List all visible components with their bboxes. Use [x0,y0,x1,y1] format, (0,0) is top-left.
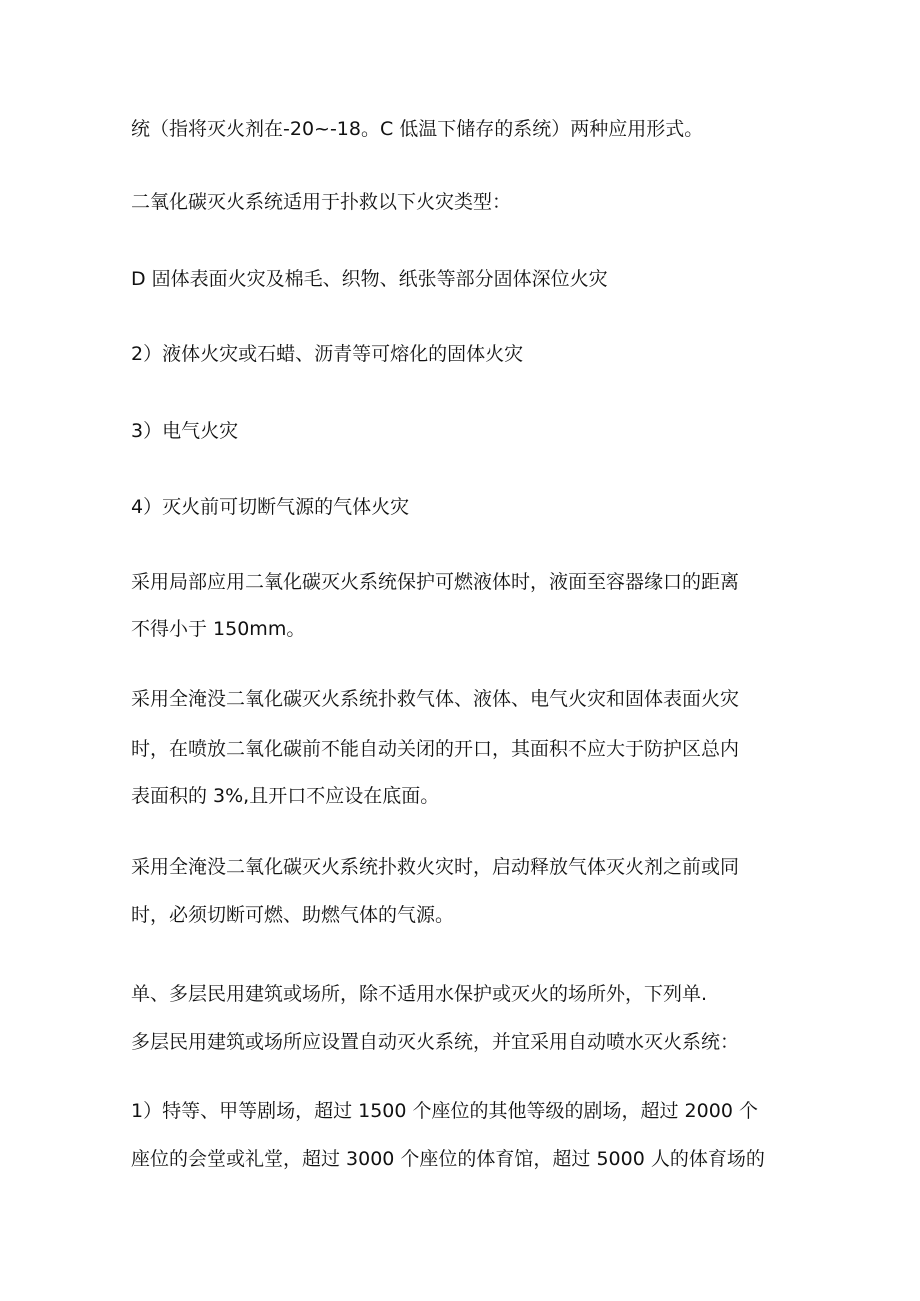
text-line-9: 采用全淹没二氧化碳灭火系统扑救气体、液体、电气火灾和固体表面火灾 [131,688,740,710]
text-line-16: 1）特等、甲等剧场，超过 1500 个座位的其他等级的剧场，超过 2000 个 [131,1100,758,1122]
text-line-4: 2）液体火灾或石蜡、沥青等可熔化的固体火灾 [131,343,524,365]
text-line-7: 采用局部应用二氧化碳灭火系统保护可燃液体时，液面至容器缘口的距离 [131,571,740,593]
text-line-10: 时，在喷放二氧化碳前不能自动关闭的开口，其面积不应大于防护区总内 [131,738,740,760]
text-line-3: D 固体表面火灾及棉毛、织物、纸张等部分固体深位火灾 [131,268,608,290]
text-line-1: 统（指将灭火剂在-20~-18。C 低温下储存的系统）两种应用形式。 [131,118,704,140]
text-line-6: 4）灭火前可切断气源的气体火灾 [131,496,410,518]
text-line-14: 单、多层民用建筑或场所，除不适用水保护或灭火的场所外，下列单. [131,983,708,1005]
text-line-11: 表面积的 3%,且开口不应设在底面。 [131,785,440,807]
text-line-15: 多层民用建筑或场所应设置自动灭火系统，并宜采用自动喷水灭火系统： [131,1031,740,1053]
text-line-2: 二氧化碳灭火系统适用于扑救以下火灾类型： [131,191,512,213]
text-line-17: 座位的会堂或礼堂，超过 3000 个座位的体育馆，超过 5000 人的体育场的 [131,1148,765,1170]
text-line-12: 采用全淹没二氧化碳灭火系统扑救火灾时，启动释放气体灭火剂之前或同 [131,856,740,878]
text-line-13: 时，必须切断可燃、助燃气体的气源。 [131,904,455,926]
text-line-8: 不得小于 150mm。 [131,618,306,640]
text-line-5: 3）电气火灾 [131,420,239,442]
